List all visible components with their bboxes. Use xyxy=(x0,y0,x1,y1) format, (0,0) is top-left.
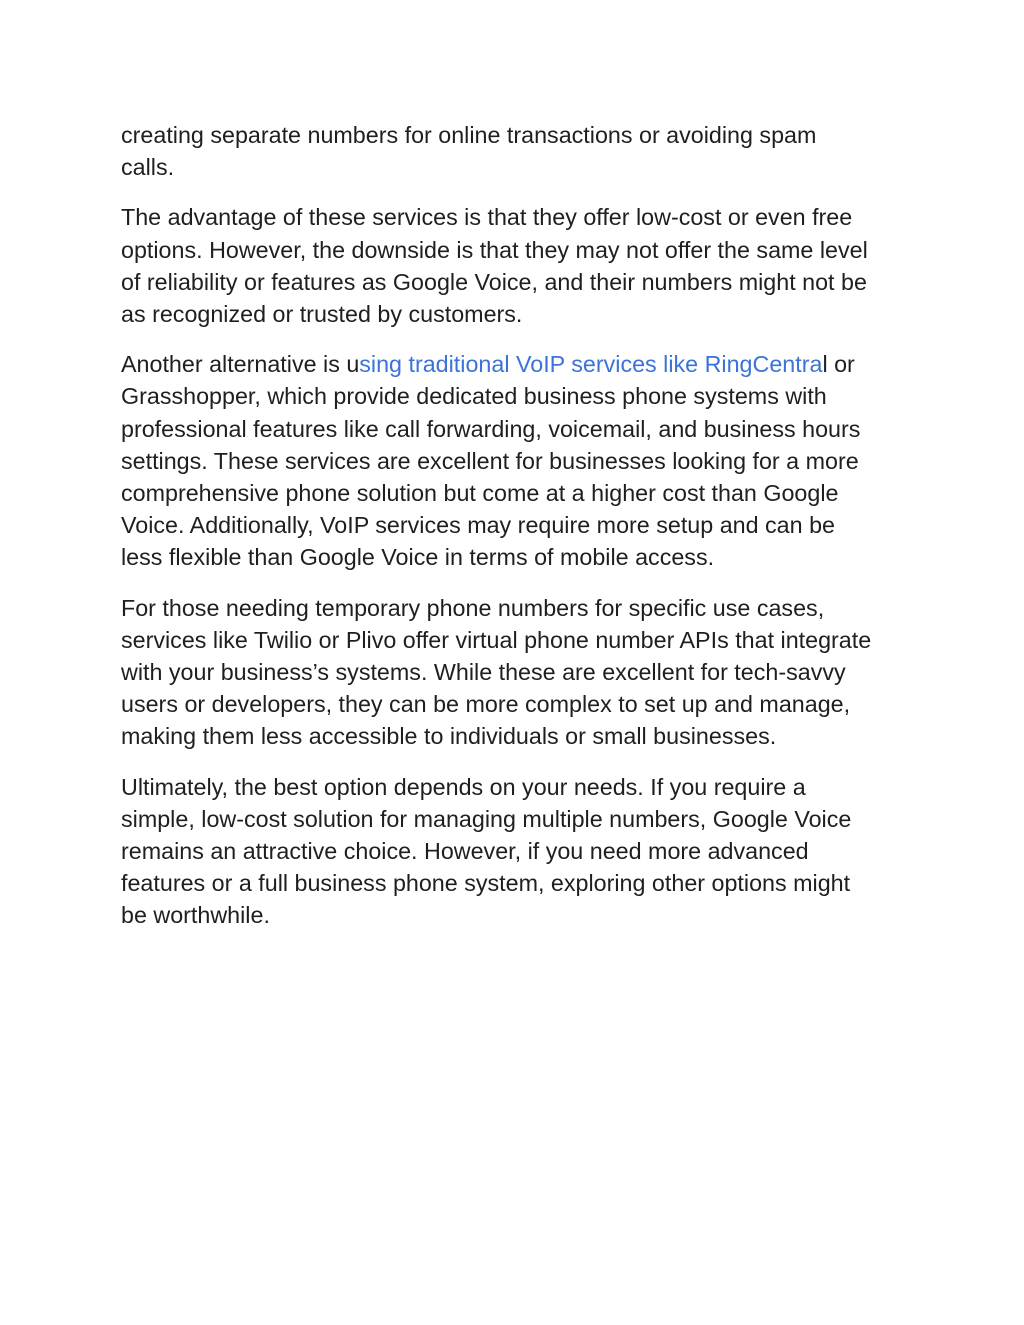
text-line-with-link xyxy=(121,348,921,380)
text-segment: l or xyxy=(822,351,855,378)
document-body xyxy=(121,119,921,950)
text-line: Ultimately, the best option depends on your needs. If you require a xyxy=(121,773,806,800)
text-line: as recognized or trusted by customers. xyxy=(121,301,523,328)
text-line: comprehensive phone solution but come at a higher cost than Google xyxy=(121,480,839,507)
paragraph-4 xyxy=(121,592,921,753)
text-line: options. However, the downside is that they may not offer the same level xyxy=(121,236,868,263)
paragraph-1 xyxy=(121,119,921,183)
paragraph-2 xyxy=(121,201,921,330)
text-line: with your business’s systems. While these are excellent for tech-savvy xyxy=(121,659,846,686)
text-segment: Another alternative is u xyxy=(121,351,360,378)
text-line: calls. xyxy=(121,154,175,181)
text-line: making them less accessible to individuals or small businesses. xyxy=(121,723,777,750)
text-line: professional features like call forwarding, voicemail, and business hours xyxy=(121,415,861,442)
voip-services-link[interactable]: sing traditional VoIP services like RingCentra xyxy=(359,351,823,378)
text-line: users or developers, they can be more complex to set up and manage, xyxy=(121,691,851,718)
text-line: less flexible than Google Voice in terms of mobile access. xyxy=(121,544,715,571)
paragraph-5 xyxy=(121,771,921,932)
text-line: features or a full business phone system, exploring other options might xyxy=(121,870,851,897)
text-line: The advantage of these services is that they offer low-cost or even free xyxy=(121,204,853,231)
text-line: settings. These services are excellent for businesses looking for a more xyxy=(121,447,859,474)
paragraph-3 xyxy=(121,348,921,573)
text-line: be worthwhile. xyxy=(121,902,270,929)
text-line: creating separate numbers for online transactions or avoiding spam xyxy=(121,122,817,148)
text-line: of reliability or features as Google Voice, and their numbers might not be xyxy=(121,268,867,295)
text-line: Grasshopper, which provide dedicated business phone systems with xyxy=(121,383,827,410)
text-line: services like Twilio or Plivo offer virtual phone number APIs that integrate xyxy=(121,626,872,653)
text-line: remains an attractive choice. However, if you need more advanced xyxy=(121,838,809,865)
text-line: simple, low-cost solution for managing multiple numbers, Google Voice xyxy=(121,805,852,832)
text-line: Voice. Additionally, VoIP services may require more setup and can be xyxy=(121,512,835,539)
text-line: For those needing temporary phone numbers for specific use cases, xyxy=(121,594,825,621)
